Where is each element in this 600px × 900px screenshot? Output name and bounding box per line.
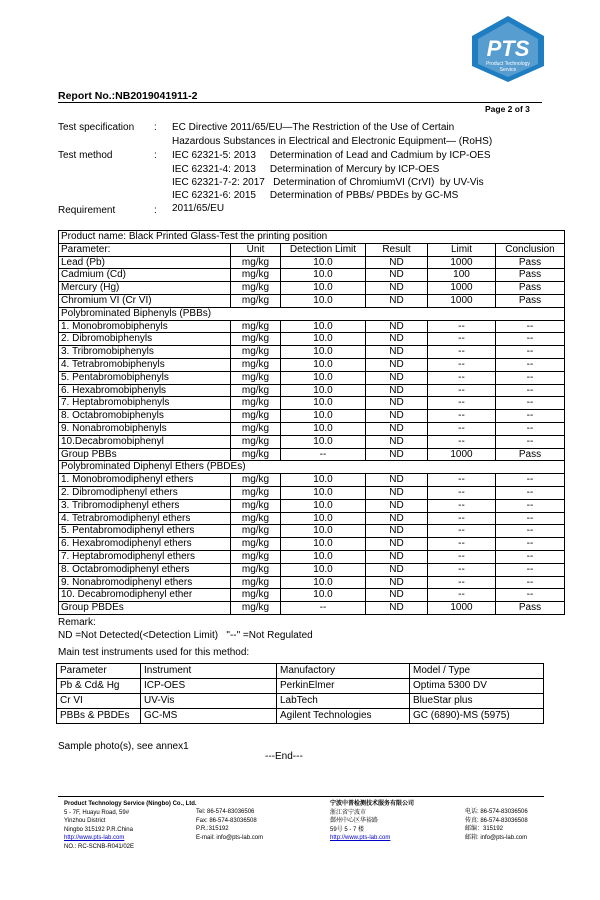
table-row (59, 550, 565, 563)
table-row (59, 282, 565, 295)
table-cell: Pass (496, 448, 565, 461)
table-cell: -- (496, 538, 565, 551)
table-cell: 2. Dibromodiphenyl ethers (59, 486, 231, 499)
column-header: Limit (428, 243, 496, 256)
report-number: Report No.:NB2019041911-2 (58, 90, 198, 102)
table-cell: 7. Heptabromodiphenyl ethers (59, 550, 231, 563)
address-en-2: Yinzhou District (64, 818, 106, 824)
table-row (59, 256, 565, 269)
table-cell: 9. Nonabromobiphenyls (59, 422, 231, 435)
table-cell: -- (428, 525, 496, 538)
table-cell: -- (496, 358, 565, 371)
table-cell: -- (496, 499, 565, 512)
table-cell: 1000 (428, 448, 496, 461)
table-cell: ND (366, 486, 428, 499)
table-cell: mg/kg (231, 371, 281, 384)
company-name-en: Product Technology Service (Ningbo) Co., Ltd. (64, 801, 197, 807)
table-cell: ND (366, 320, 428, 333)
table-cell: 7. Heptabromobiphenyls (59, 397, 231, 410)
table-row (59, 499, 565, 512)
table-cell: ND (366, 384, 428, 397)
test-spec-label: Test specification (58, 122, 135, 133)
instruments-row (57, 694, 544, 709)
table-cell: mg/kg (231, 358, 281, 371)
table-cell: -- (496, 512, 565, 525)
table-cell: Pass (496, 602, 565, 615)
table-cell: -- (428, 512, 496, 525)
table-cell: -- (428, 397, 496, 410)
table-cell: 10.Decabromobiphenyl (59, 435, 231, 448)
table-cell: 1000 (428, 602, 496, 615)
table-row (59, 435, 565, 448)
test-spec-text-2: Hazardous Substances in Electrical and Electronic Equipment— (RoHS) (172, 136, 493, 147)
table-header-row (59, 243, 565, 256)
table-row (59, 269, 565, 282)
table-cell: -- (428, 333, 496, 346)
email-cn: 邮箱: info@pts-lab.com (465, 834, 528, 841)
table-cell: ND (366, 422, 428, 435)
test-method-label: Test method (58, 150, 113, 161)
table-cell: ND (366, 499, 428, 512)
table-cell: -- (428, 486, 496, 499)
remark-title: Remark: (58, 617, 96, 628)
test-method-2: IEC 62321-4: 2013 Determination of Mercury by ICP-OES (172, 164, 440, 175)
table-cell: -- (496, 563, 565, 576)
table-cell: mg/kg (231, 589, 281, 602)
doc-number: NO.: RC-SCNB-R041/02E (64, 843, 135, 850)
remark-text: ND =Not Detected(<Detection Limit) "--" =Not Regulated (58, 630, 313, 641)
table-cell: 1. Monobromodiphenyl ethers (59, 474, 231, 487)
table-cell: 3. Tribromodiphenyl ethers (59, 499, 231, 512)
logo-text: PTS (486, 36, 530, 61)
table-row (59, 602, 565, 615)
table-cell: GC-MS (141, 709, 277, 724)
table-cell: 10.0 (281, 474, 366, 487)
table-cell: -- (496, 486, 565, 499)
table-cell: ND (366, 474, 428, 487)
table-cell: mg/kg (231, 576, 281, 589)
table-cell: 10.0 (281, 269, 366, 282)
table-cell: ND (366, 269, 428, 282)
remark (58, 616, 313, 642)
table-cell: ICP-OES (141, 679, 277, 694)
table-cell: mg/kg (231, 269, 281, 282)
table-cell: -- (496, 435, 565, 448)
table-cell: mg/kg (231, 422, 281, 435)
table-cell: ND (366, 512, 428, 525)
table-cell: BlueStar plus (410, 694, 544, 709)
table-cell: LabTech (277, 694, 410, 709)
table-cell: 6. Hexabromobiphenyls (59, 384, 231, 397)
table-cell: mg/kg (231, 410, 281, 423)
table-cell: mg/kg (231, 435, 281, 448)
table-cell: -- (496, 589, 565, 602)
table-cell: -- (428, 499, 496, 512)
table-cell: -- (496, 550, 565, 563)
section-row (59, 461, 565, 474)
table-cell: 10.0 (281, 358, 366, 371)
table-cell: 10.0 (281, 333, 366, 346)
table-cell: -- (496, 346, 565, 359)
table-row (59, 576, 565, 589)
table-cell: Group PBBs (59, 448, 231, 461)
table-cell: -- (428, 371, 496, 384)
table-cell: ND (366, 358, 428, 371)
address-cn-2: 鄞州中心区华裕路 (330, 818, 379, 824)
table-cell: -- (428, 576, 496, 589)
table-row (59, 320, 565, 333)
table-cell: -- (428, 422, 496, 435)
table-cell: -- (428, 384, 496, 397)
pts-logo-icon (468, 14, 548, 84)
table-cell: 5. Pentabromodiphenyl ethers (59, 525, 231, 538)
table-cell: 4. Tetrabromodiphenyl ethers (59, 512, 231, 525)
table-cell: -- (428, 474, 496, 487)
table-cell: -- (496, 371, 565, 384)
table-row (59, 448, 565, 461)
table-cell: -- (496, 320, 565, 333)
table-cell: 10.0 (281, 589, 366, 602)
table-cell: 10.0 (281, 320, 366, 333)
postcode-cn: 邮编：315192 (465, 826, 504, 832)
company-name-cn: 宁波中普检测技术服务有限公司 (330, 801, 415, 807)
table-cell: 10.0 (281, 422, 366, 435)
column-header: Parameter: (59, 243, 231, 256)
table-cell: Group PBDEs (59, 602, 231, 615)
table-row (59, 538, 565, 551)
table-row (59, 589, 565, 602)
table-cell: 10.0 (281, 282, 366, 295)
table-row (59, 346, 565, 359)
footer-company-cn (330, 800, 414, 843)
column-header: Parameter (57, 664, 141, 679)
column-header: Unit (231, 243, 281, 256)
table-cell: mg/kg (231, 550, 281, 563)
table-cell: 10.0 (281, 538, 366, 551)
table-cell: -- (496, 397, 565, 410)
table-row (59, 422, 565, 435)
product-name-row (59, 231, 565, 244)
table-row (59, 563, 565, 576)
table-cell: 10.0 (281, 397, 366, 410)
table-cell: -- (496, 422, 565, 435)
footer-contact-cn (465, 808, 528, 842)
table-row (59, 474, 565, 487)
table-cell: ND (366, 525, 428, 538)
table-cell: 3. Tribromobiphenyls (59, 346, 231, 359)
colon: : (154, 205, 157, 216)
table-cell: -- (281, 448, 366, 461)
table-cell: -- (428, 410, 496, 423)
section-title: Polybrominated Biphenyls (PBBs) (59, 307, 565, 320)
section-row (59, 307, 565, 320)
address-en-3: Ningbo 315192 P.R.China (64, 826, 133, 833)
table-cell: PerkinElmer (277, 679, 410, 694)
table-cell: mg/kg (231, 282, 281, 295)
table-cell: -- (496, 410, 565, 423)
instruments-row (57, 679, 544, 694)
table-cell: 4. Tetrabromobiphenyls (59, 358, 231, 371)
table-cell: 8. Octabromobiphenyls (59, 410, 231, 423)
website-link-cn[interactable]: http://www.pts-lab.com (330, 835, 391, 841)
instruments-table (56, 663, 544, 724)
column-header: Result (366, 243, 428, 256)
table-cell: 10. Decabromodiphenyl ether (59, 589, 231, 602)
tel-en: Tel: 86-574-83036506 (196, 809, 255, 815)
table-cell: 1000 (428, 294, 496, 307)
test-method-4: IEC 62321-6: 2015 Determination of PBBs/ PBDEs by GC-MS (172, 190, 459, 201)
table-cell: Pb & Cd& Hg (57, 679, 141, 694)
table-row (59, 525, 565, 538)
table-cell: 10.0 (281, 576, 366, 589)
table-cell: Cr VI (57, 694, 141, 709)
header-divider (58, 102, 542, 103)
table-cell: Pass (496, 282, 565, 295)
test-spec-text-1: EC Directive 2011/65/EU—The Restriction of the Use of Certain (172, 122, 455, 133)
table-cell: GC (6890)-MS (5975) (410, 709, 544, 724)
table-cell: -- (428, 358, 496, 371)
table-cell: mg/kg (231, 384, 281, 397)
table-cell: ND (366, 333, 428, 346)
table-cell: -- (496, 474, 565, 487)
table-cell: 100 (428, 269, 496, 282)
table-cell: mg/kg (231, 563, 281, 576)
table-cell: ND (366, 602, 428, 615)
table-cell: 10.0 (281, 371, 366, 384)
table-cell: ND (366, 282, 428, 295)
tel-cn: 电话: 86-574-83036506 (465, 809, 528, 815)
table-cell: PBBs & PBDEs (57, 709, 141, 724)
table-cell: mg/kg (231, 499, 281, 512)
table-row (59, 512, 565, 525)
instruments-row (57, 709, 544, 724)
table-cell: mg/kg (231, 538, 281, 551)
table-cell: 10.0 (281, 346, 366, 359)
table-cell: Pass (496, 256, 565, 269)
footer-company-en (64, 800, 197, 851)
table-cell: 10.0 (281, 384, 366, 397)
page-number: Page 2 of 3 (485, 104, 530, 114)
table-cell: -- (428, 320, 496, 333)
table-cell: 10.0 (281, 550, 366, 563)
table-cell: 1. Monobromobiphenyls (59, 320, 231, 333)
table-cell: 10.0 (281, 563, 366, 576)
logo-subtext-2: Service (499, 67, 517, 73)
table-cell: -- (496, 333, 565, 346)
table-cell: 10.0 (281, 499, 366, 512)
website-link[interactable]: http://www.pts-lab.com (64, 835, 125, 841)
column-header: Model / Type (410, 664, 544, 679)
product-name: Product name: Black Printed Glass-Test the printing position (59, 231, 565, 244)
table-row (59, 371, 565, 384)
instruments-header-row (57, 664, 544, 679)
sample-note: Sample photo(s), see annex1 (58, 741, 189, 752)
table-cell: ND (366, 294, 428, 307)
table-row (59, 358, 565, 371)
table-cell: -- (428, 589, 496, 602)
table-cell: 8. Octabromodiphenyl ethers (59, 563, 231, 576)
table-cell: -- (428, 563, 496, 576)
column-header: Instrument (141, 664, 277, 679)
table-cell: mg/kg (231, 525, 281, 538)
table-cell: mg/kg (231, 448, 281, 461)
table-cell: Pass (496, 294, 565, 307)
table-cell: Mercury (Hg) (59, 282, 231, 295)
table-cell: 10.0 (281, 256, 366, 269)
table-cell: ND (366, 256, 428, 269)
address-cn-3: 59号 5 - 7 楼 (330, 826, 365, 833)
table-cell: -- (428, 550, 496, 563)
requirement-label: Requirement (58, 205, 116, 216)
table-cell: ND (366, 563, 428, 576)
email-en: E-mail: info@pts-lab.com (196, 834, 264, 841)
table-cell: mg/kg (231, 602, 281, 615)
requirement-text: 2011/65/EU (172, 203, 225, 214)
table-cell: Pass (496, 269, 565, 282)
table-cell: 10.0 (281, 435, 366, 448)
table-cell: ND (366, 410, 428, 423)
column-header: Manufactory (277, 664, 410, 679)
table-cell: ND (366, 448, 428, 461)
test-method-1: IEC 62321-5: 2013 Determination of Lead and Cadmium by ICP-OES (172, 150, 491, 161)
table-cell: 1000 (428, 282, 496, 295)
table-row (59, 294, 565, 307)
table-cell: UV-Vis (141, 694, 277, 709)
table-cell: -- (496, 384, 565, 397)
footer-contact-en (196, 808, 263, 842)
column-header: Detection Limit (281, 243, 366, 256)
table-cell: 5. Pentabromobiphenyls (59, 371, 231, 384)
table-cell: Cadmium (Cd) (59, 269, 231, 282)
table-row (59, 397, 565, 410)
table-cell: 10.0 (281, 410, 366, 423)
table-row (59, 333, 565, 346)
table-cell: mg/kg (231, 320, 281, 333)
table-cell: ND (366, 589, 428, 602)
table-cell: -- (496, 576, 565, 589)
table-cell: 1000 (428, 256, 496, 269)
table-cell: mg/kg (231, 486, 281, 499)
table-cell: Agilent Technologies (277, 709, 410, 724)
table-row (59, 384, 565, 397)
pts-logo (468, 14, 548, 84)
address-en-1: 5 - 7F, Huayu Road, 59# (64, 809, 130, 816)
colon: : (154, 122, 157, 133)
table-cell: mg/kg (231, 512, 281, 525)
table-cell: 6. Hexabromodiphenyl ethers (59, 538, 231, 551)
footer-divider (58, 796, 544, 797)
logo-subtext-1: Product Technology (486, 61, 530, 67)
colon: : (154, 150, 157, 161)
instruments-title: Main test instruments used for this method: (58, 647, 250, 658)
table-cell: mg/kg (231, 346, 281, 359)
table-cell: Chromium VI (Cr VI) (59, 294, 231, 307)
table-cell: ND (366, 550, 428, 563)
table-cell: Optima 5300 DV (410, 679, 544, 694)
table-cell: mg/kg (231, 294, 281, 307)
table-row (59, 410, 565, 423)
table-cell: -- (281, 602, 366, 615)
table-cell: -- (428, 435, 496, 448)
table-cell: ND (366, 346, 428, 359)
table-cell: Lead (Pb) (59, 256, 231, 269)
table-cell: mg/kg (231, 474, 281, 487)
results-table (58, 230, 565, 615)
table-cell: 2. Dibromobiphenyls (59, 333, 231, 346)
table-cell: mg/kg (231, 333, 281, 346)
table-cell: 9. Nonabromodiphenyl ethers (59, 576, 231, 589)
table-cell: 10.0 (281, 486, 366, 499)
table-cell: -- (428, 346, 496, 359)
section-title: Polybrominated Diphenyl Ethers (PBDEs) (59, 461, 565, 474)
table-row (59, 486, 565, 499)
table-cell: 10.0 (281, 525, 366, 538)
table-cell: ND (366, 435, 428, 448)
postcode-en: P.R.:315192 (196, 826, 229, 832)
end-marker: ---End--- (265, 751, 303, 762)
test-method-3: IEC 62321-7-2: 2017 Determination of ChromiumVI (CrVI) by UV-Vis (172, 177, 484, 188)
table-cell: ND (366, 576, 428, 589)
table-cell: mg/kg (231, 397, 281, 410)
address-cn-1: 浙江省宁波市 (330, 809, 367, 816)
fax-cn: 传真: 86-574-83036508 (465, 817, 528, 824)
table-cell: ND (366, 397, 428, 410)
fax-en: Fax: 86-574-83036508 (196, 817, 257, 824)
column-header: Conclusion (496, 243, 565, 256)
table-cell: -- (428, 538, 496, 551)
table-cell: 10.0 (281, 294, 366, 307)
table-cell: ND (366, 538, 428, 551)
table-cell: ND (366, 371, 428, 384)
table-cell: -- (496, 525, 565, 538)
table-cell: mg/kg (231, 256, 281, 269)
table-cell: 10.0 (281, 512, 366, 525)
